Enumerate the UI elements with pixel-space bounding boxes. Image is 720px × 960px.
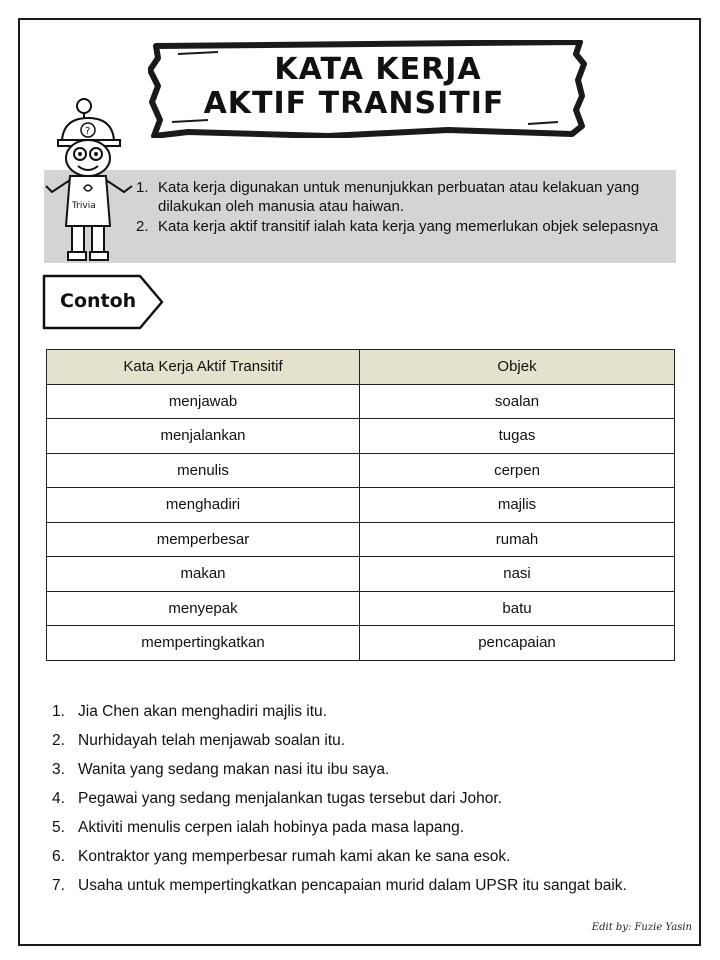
- example-sentence-list: [50, 697, 670, 900]
- sentence-item: [50, 726, 670, 755]
- table-row: [47, 522, 675, 557]
- definition-text: Kata kerja digunakan untuk menunjukkan perbuatan atau kelakuan yang dilakukan oleh manusia atau haiwan.: [158, 179, 640, 215]
- verb-object-table: [46, 349, 675, 661]
- title-sign: [148, 40, 588, 138]
- verb-cell: mempertingkatkan: [47, 626, 360, 661]
- definition-item: [130, 178, 676, 216]
- verb-cell: makan: [47, 557, 360, 592]
- column-header-object: Objek: [360, 350, 675, 385]
- sentence-text: Wanita yang sedang makan nasi itu ibu saya.: [78, 761, 390, 778]
- object-cell: majlis: [360, 488, 675, 523]
- verb-cell: menjalankan: [47, 419, 360, 454]
- object-cell: tugas: [360, 419, 675, 454]
- definition-list: [130, 178, 676, 237]
- table-row: [47, 591, 675, 626]
- sentence-number: 2.: [52, 732, 65, 749]
- sentence-item: [50, 784, 670, 813]
- table-row: [47, 453, 675, 488]
- sentence-number: 6.: [52, 848, 65, 865]
- table-row: [47, 626, 675, 661]
- verb-cell: menulis: [47, 453, 360, 488]
- object-cell: nasi: [360, 557, 675, 592]
- definition-item: [130, 217, 676, 236]
- trivia-character-illustration: [40, 96, 140, 266]
- object-cell: batu: [360, 591, 675, 626]
- table-row: [47, 557, 675, 592]
- sentence-number: 5.: [52, 819, 65, 836]
- definition-number: 1.: [136, 179, 149, 196]
- author-credit: Edit by: Fuzie Yasin: [591, 922, 692, 933]
- sentence-number: 1.: [52, 703, 65, 720]
- sentence-item: [50, 813, 670, 842]
- title-line-2: AKTIF TRANSITIF: [203, 86, 505, 121]
- hat-question-mark: ?: [85, 126, 91, 137]
- verb-cell: memperbesar: [47, 522, 360, 557]
- sentence-item: [50, 842, 670, 871]
- object-cell: rumah: [360, 522, 675, 557]
- definition-text: Kata kerja aktif transitif ialah kata kerja yang memerlukan objek selepasnya: [158, 218, 659, 235]
- table-row: [47, 488, 675, 523]
- example-label: Contoh: [60, 290, 137, 312]
- verb-cell: menjawab: [47, 384, 360, 419]
- sentence-text: Pegawai yang sedang menjalankan tugas tersebut dari Johor.: [78, 790, 502, 807]
- column-header-verb: Kata Kerja Aktif Transitif: [47, 350, 360, 385]
- object-cell: cerpen: [360, 453, 675, 488]
- sentence-item: [50, 697, 670, 726]
- object-cell: soalan: [360, 384, 675, 419]
- sentence-number: 7.: [52, 877, 65, 894]
- verb-cell: menghadiri: [47, 488, 360, 523]
- table-row: [47, 419, 675, 454]
- sentence-item: [50, 871, 670, 900]
- sentence-text: Usaha untuk mempertingkatkan pencapaian murid dalam UPSR itu sangat baik.: [78, 877, 627, 894]
- sentence-text: Kontraktor yang memperbesar rumah kami akan ke sana esok.: [78, 848, 511, 865]
- sentence-text: Aktiviti menulis cerpen ialah hobinya pada masa lapang.: [78, 819, 465, 836]
- sentence-text: Nurhidayah telah menjawab soalan itu.: [78, 732, 346, 749]
- table-header-row: [47, 350, 675, 385]
- sentence-number: 4.: [52, 790, 65, 807]
- table-row: [47, 384, 675, 419]
- sentence-number: 3.: [52, 761, 65, 778]
- object-cell: pencapaian: [360, 626, 675, 661]
- definition-number: 2.: [136, 218, 149, 235]
- example-tag: [42, 274, 164, 330]
- shirt-text: Trivia: [72, 201, 96, 211]
- verb-cell: menyepak: [47, 591, 360, 626]
- title-line-1: KATA KERJA: [274, 52, 482, 87]
- sentence-item: [50, 755, 670, 784]
- sentence-text: Jia Chen akan menghadiri majlis itu.: [78, 703, 327, 720]
